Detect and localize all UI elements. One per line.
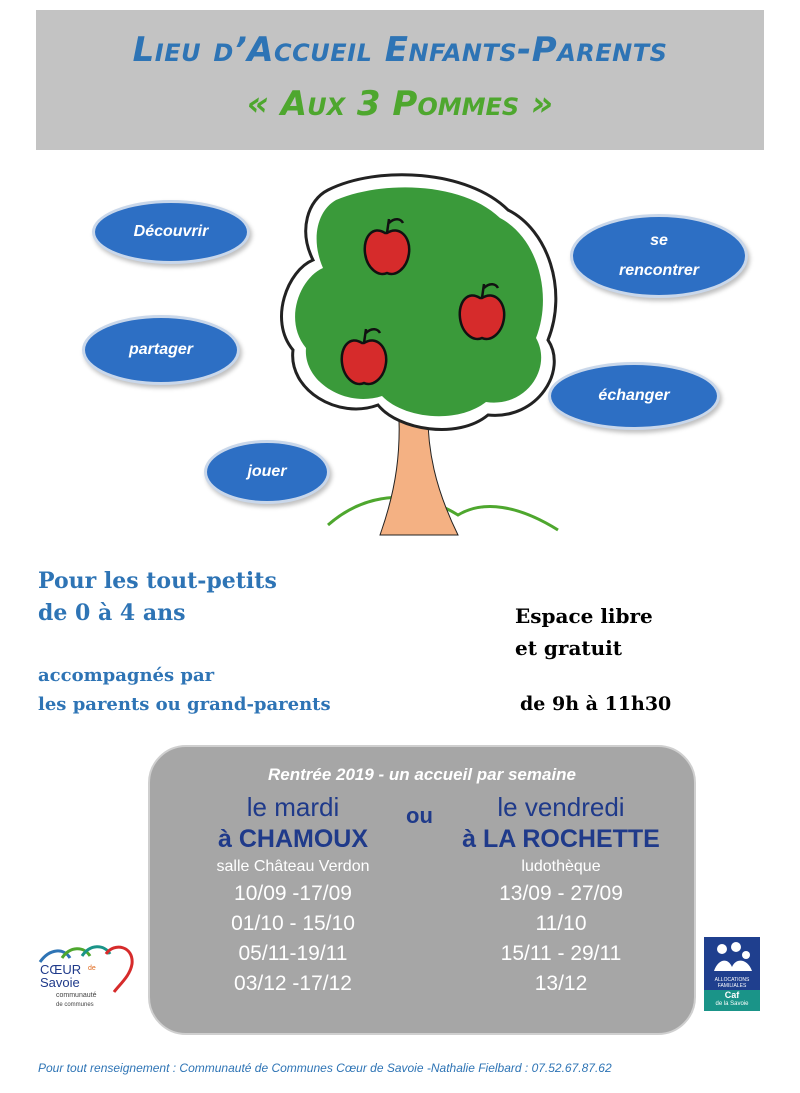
schedule-heading: Rentrée 2019 - un accueil par semaine [267,765,577,784]
bubble-rencontrer [570,214,748,298]
caf-logo [704,937,760,1011]
page-title: Lieu d’Accueil Enfants-Parents [132,30,668,70]
bubble-partager [82,315,240,385]
free-line-2: et gratuit [515,636,623,660]
opening-hours: de 9h à 11h30 [520,693,672,715]
schedule-date: 15/11 - 29/11 [500,942,622,965]
logo-text-coeur: CŒUR [40,962,82,977]
schedule-box [148,745,696,1035]
apple-tree-illustration [268,170,568,550]
bubble-decouvrir [92,200,250,264]
schedule-day: le mardi [246,792,340,822]
schedule-date: 10/09 -17/09 [234,882,352,905]
caf-text-familiales: FAMILIALES [717,983,747,989]
schedule-date: 03/12 -17/12 [234,972,352,995]
caf-family-icon [704,937,760,977]
schedule-date: 01/10 - 15/10 [231,912,355,935]
schedule-venue: salle Château Verdon [216,858,370,875]
tree-foliage [295,187,543,416]
logo-text-communes: de communes [56,1002,94,1008]
free-line-1: Espace libre [515,604,653,628]
audience-line-2: de 0 à 4 ans [38,600,186,626]
schedule-date: 05/11-19/11 [238,942,348,965]
schedule-column-la-rochette [436,791,686,999]
logo-text-savoie: Savoie [40,975,80,990]
schedule-date: 13/09 - 27/09 [499,882,623,905]
bubble-rencontrer-label-2: rencontrer [618,262,700,279]
schedule-separator: ou [406,803,433,828]
caf-text-savoie: de la Savoie [715,1001,749,1007]
accompanied-line-1: accompagnés par [38,665,215,686]
schedule-venue: ludothèque [521,858,601,875]
title-banner [36,10,764,150]
footer-contact: Pour tout renseignement : Communauté de Communes Cœur de Savoie -Nathalie Fielbard : 07.52.67.87.62 [38,1061,612,1075]
schedule-date: 13/12 [534,972,588,995]
schedule-day: le vendredi [497,792,625,822]
logo-arc-3 [82,947,110,956]
bubble-echanger-label: échanger [598,387,670,404]
schedule-place: à CHAMOUX [217,825,368,853]
page-subtitle: « Aux 3 Pommes » [246,84,554,124]
caf-text-allocations: ALLOCATIONS [714,977,750,983]
bubble-jouer-label: jouer [247,463,287,480]
schedule-column-chamoux [168,791,418,999]
accompanied-line-2: les parents ou grand-parents [38,694,331,715]
logo-text-communaute: communauté [56,992,97,999]
bubble-rencontrer-label-1: se [650,232,668,249]
bubble-echanger [548,362,720,430]
bubble-partager-label: partager [128,341,194,358]
logo-text-de: de [88,965,96,972]
coeur-de-savoie-logo [36,940,141,1015]
audience-line-1: Pour les tout-petits [38,568,277,594]
schedule-place: à LA ROCHETTE [462,825,660,853]
bubble-decouvrir-label: Découvrir [133,223,209,240]
schedule-date: 11/10 [535,912,587,935]
caf-text-caf: Caf [704,990,760,1011]
